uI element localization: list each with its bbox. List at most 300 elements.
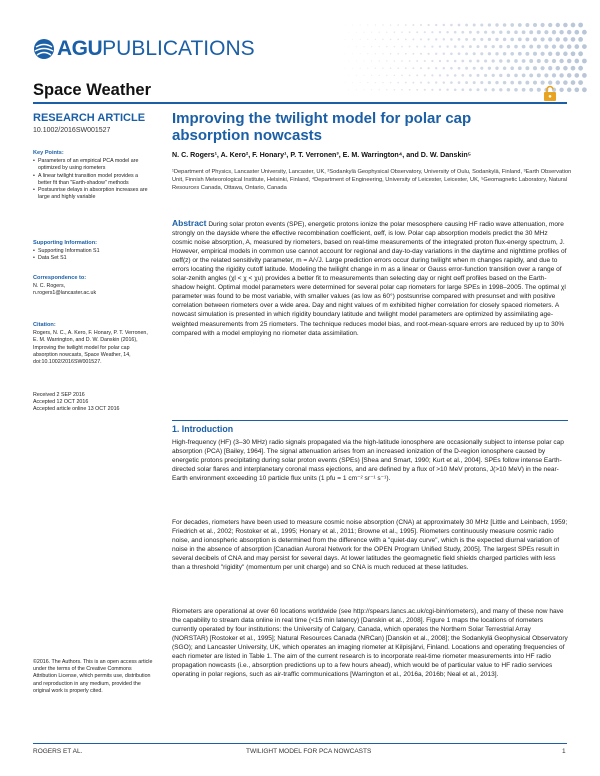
author-list: N. C. Rogers¹, A. Kero², F. Honary¹, P. T. Verronen³, E. M. Warrington⁴, and D. W. Danskin⁵ (172, 151, 472, 159)
decorative-dot (499, 31, 502, 34)
footer-rule (33, 743, 567, 744)
decorative-dot (454, 45, 457, 48)
decorative-dot (477, 88, 480, 91)
decorative-dot (412, 82, 414, 84)
decorative-dot (529, 88, 533, 92)
decorative-dot (424, 31, 426, 33)
decorative-dot (420, 24, 422, 26)
decorative-dot (382, 67, 383, 68)
decorative-dot (394, 46, 396, 48)
decorative-dot (541, 66, 545, 70)
decorative-dot (345, 53, 346, 54)
decorative-dot (360, 82, 361, 83)
decorative-dot (412, 24, 414, 26)
decorative-dot (379, 60, 380, 61)
decorative-dot (495, 67, 498, 70)
citation-heading: Citation: (33, 322, 56, 328)
decorative-dot (556, 52, 560, 56)
decorative-dot (495, 23, 498, 26)
decorative-dot (465, 38, 468, 41)
decorative-dot (439, 89, 441, 91)
decorative-dot (345, 82, 346, 83)
decorative-dot (375, 39, 376, 40)
decorative-dot (563, 80, 568, 85)
decorative-dot (533, 66, 537, 70)
decorative-dot (563, 66, 568, 71)
decorative-dot (518, 38, 522, 42)
decorative-dot (525, 52, 529, 56)
decorative-dot (503, 23, 507, 27)
correspondence (33, 275, 153, 298)
decorative-dot (537, 73, 541, 77)
decorative-dot (348, 75, 349, 76)
decorative-dot (559, 88, 563, 92)
decorative-dot (439, 31, 441, 33)
decorative-dot (443, 24, 445, 26)
decorative-dot (465, 81, 468, 84)
decorative-dot (356, 46, 357, 47)
decorative-dot (360, 39, 361, 40)
decorative-dot (492, 59, 495, 62)
decorative-dot (495, 38, 498, 41)
decorative-dot (525, 66, 529, 70)
decorative-dot (424, 46, 426, 48)
decorative-dot (563, 23, 568, 28)
decorative-dot (405, 67, 407, 69)
received-date: Received 2 SEP 2016 (33, 392, 85, 398)
decorative-dot (409, 31, 411, 33)
decorative-dot (446, 74, 448, 76)
key-points (33, 150, 153, 201)
decorative-dot (578, 80, 583, 85)
supporting-information (33, 240, 153, 263)
decorative-dot (488, 52, 491, 55)
decorative-dot (446, 31, 448, 33)
decorative-dot (548, 52, 552, 56)
decorative-dot (548, 37, 552, 41)
correspondence-heading: Correspondence to: (33, 275, 87, 281)
decorative-dot (571, 51, 576, 56)
decorative-dot (574, 73, 579, 78)
decorative-dot (356, 89, 357, 90)
decorative-dot (499, 88, 502, 91)
decorative-dot (480, 81, 483, 84)
decorative-dot (409, 74, 411, 76)
decorative-dot (412, 38, 414, 40)
decorative-dot (477, 45, 480, 48)
decorative-dot (367, 82, 368, 83)
article-title: Improving the twilight model for polar cap absorption nowcasts (172, 110, 472, 144)
decorative-dot (578, 23, 583, 28)
decorative-dot (518, 81, 522, 85)
decorative-dot (578, 37, 583, 42)
decorative-dot (465, 52, 468, 55)
decorative-dot (507, 30, 511, 34)
decorative-dot (582, 44, 587, 49)
body-paragraph: For decades, riometers have been used to measure cosmic noise absorption (CNA) at approximately 30 MHz [Little and Leinbach, 1959; Friedrich et al., 2002; Rostoker et al., 1995; Honary et al., 2011; Browne et al., 1995]. Riometers continuously measure cosmic radio noise, and ionospheric absorption is determined from the difference with a "quiet-day curve", which is the expected diurnal variation of noise in the absence of absorption [Canadian Auroral Network for the OPEN Program Unified Study, 2005]. The largest SPEs result in several decibels of CNA and may persist for several days. At lower latitudes the geomagnetic field shields charged particles with less than a threshold "rigidity" (momentum per unit charge) and so CNA is much reduced at these latitudes. (172, 519, 568, 572)
decorative-dot (435, 67, 437, 69)
supporting-heading: Supporting Information: (33, 240, 98, 246)
decorative-dot (525, 81, 529, 85)
footer-running-title: TWILIGHT MODEL FOR PCA NOWCASTS (246, 748, 372, 755)
decorative-dot (571, 80, 576, 85)
decorative-dot (480, 38, 483, 41)
decorative-dot (446, 60, 448, 62)
decorative-dot (522, 88, 526, 92)
decorative-dot (405, 24, 407, 26)
decorative-dot (394, 89, 396, 91)
decorative-dot (484, 31, 487, 34)
page-number: 1 (562, 748, 566, 755)
decorative-dot (571, 23, 576, 28)
citation-text: Rogers, N. C., A. Kero, F. Honary, P. T. Verronen, E. M. Warrington, and D. W. Danskin (2016), Improving the twilight model for polar cap absorption nowcasts, Space Weather, 14, doi:10.1002/2016SW001527. (33, 330, 148, 366)
decorative-dot (371, 89, 372, 90)
decorative-dot (578, 51, 583, 56)
decorative-dot (503, 66, 507, 70)
decorative-dot (548, 66, 552, 70)
decorative-dot (458, 24, 461, 27)
decorative-dot (394, 31, 396, 33)
decorative-dot (379, 89, 380, 90)
decorative-dot (461, 74, 464, 77)
decorative-dot (352, 25, 353, 26)
decorative-dot (375, 82, 376, 83)
decorative-dot (412, 67, 414, 69)
decorative-dot (390, 24, 392, 26)
online-date: Accepted article online 13 OCT 2016 (33, 406, 120, 413)
decorative-dot (454, 74, 457, 77)
decorative-dot (488, 23, 491, 26)
decorative-dot (469, 74, 472, 77)
decorative-dot (450, 24, 453, 27)
decorative-dot (461, 31, 464, 34)
decorative-dot (537, 88, 541, 92)
decorative-dot (367, 39, 368, 40)
decorative-dot (379, 75, 380, 76)
decorative-dot (514, 88, 518, 92)
decorative-dot (458, 52, 461, 55)
decorative-dot (552, 59, 556, 63)
open-access-lock-icon (543, 85, 557, 101)
decorative-dot (567, 30, 572, 35)
supporting-item[interactable]: • Data Set S1 (33, 255, 153, 262)
key-points-heading: Key Points: (33, 150, 64, 156)
decorative-dot (514, 30, 518, 34)
decorative-dot (507, 45, 511, 49)
decorative-dot (386, 46, 387, 47)
article-dates (33, 392, 153, 414)
decorative-dot (348, 46, 349, 47)
decorative-dot (420, 82, 422, 84)
decorative-dot (435, 81, 437, 83)
decorative-dot (499, 45, 502, 48)
decorative-dot (435, 38, 437, 40)
decorative-dot (454, 60, 457, 63)
decorative-dot (405, 53, 407, 55)
decorative-dot (397, 67, 399, 69)
decorative-dot (458, 67, 461, 70)
abstract-label: Abstract (172, 218, 207, 228)
decorative-dot (409, 60, 411, 62)
decorative-dot (571, 37, 576, 42)
key-point-item: • Parameters of an empirical PCA model are optimized by using riometers (33, 158, 153, 172)
decorative-dot (574, 44, 579, 49)
decorative-dot (352, 39, 353, 40)
agu-logo (33, 36, 255, 62)
decorative-dot (439, 74, 441, 76)
decorative-dot (533, 23, 537, 27)
decorative-dot (518, 66, 522, 70)
decorative-dot (507, 74, 511, 78)
decorative-dot (390, 67, 392, 69)
decorative-dot (541, 37, 545, 41)
decorative-dot (522, 30, 526, 34)
decorative-dot (397, 82, 399, 84)
decorative-dot (405, 38, 407, 40)
decorative-dot (367, 53, 368, 54)
body-paragraph: High-frequency (HF) (3–30 MHz) radio signals propagated via the high-latitude ionosphere are occasionally subject to intense polar cap absorption (PCA) [Bailey, 1964]. The signal attenuation arises from an increased ionization of the D-region ionosphere caused by energetic protons precipitating during solar proton events (SPEs) [Shea and Smart, 1990; Kurt et al., 2004]. SPEs follow intense Earth-directed solar flares and interplanetary coronal mass ejections, and are defined by a flux of >10 MeV protons, J(>10 MeV) in the near-Earth environment exceeding 10 particle flux units (1 pfu = 1 cm⁻² sr⁻¹ s⁻¹). (172, 439, 564, 483)
decorative-dot (469, 88, 472, 91)
decorative-dot (412, 53, 414, 55)
abstract (172, 219, 568, 338)
decorative-dot (401, 89, 403, 91)
abstract-text: During solar proton events (SPE), energetic protons ionize the polar mesosphere causing HF radio wave attenuation, more strongly on the dayside where the effective recombination coefficient, αeff, is low. Polar cap absorption models predict the 30 MHz cosmic noise absorption, A, measured by riometers, based on real-time measurements of the integrated proton flux-energy spectrum, J. However, empirical models in common use cannot account for regional and day-to-day variations in the daytime and nighttime profiles of αeff(z) or the related sensitivity parameter, m = A/√J. Large prediction errors occur during twilight when m changes rapidly, and due to errors locating the rigidity cutoff latitude. Modeling the twilight change in m as a linear or Gauss error-function transition over a range of solar-zenith angles (χl < χ < χu) provides a better fit to measurements than selecting day or night αeff profiles based on the Earth-shadow height. Optimal model parameters were determined for several polar cap riometers for large SPEs in 1998–2005. The optimal χl parameter was found to be most variable, with smaller values (as low as 60°) postsunrise compared with presunset and with positive correlation between riometers over a wide area. Day and night values of m exhibited higher correlation for closely spaced riometers. A nowcast simulation is presented in which rigidity boundary latitude and twilight model parameters are optimized by assimilating age-weighted measurements from 25 riometers. The technique reduces model bias, and root-mean-square errors are reduced by up to 30% compared with a model employing no riometer data assimilation. (172, 221, 567, 337)
decorative-dot (420, 38, 422, 40)
decorative-dot (492, 88, 495, 91)
decorative-dot (450, 38, 453, 41)
decorative-dot (556, 37, 560, 41)
decorative-dot (409, 46, 411, 48)
journal-name: Space Weather (33, 81, 151, 99)
decorative-dot (559, 73, 563, 77)
section-heading: 1. Introduction (172, 424, 234, 434)
decorative-dot (397, 24, 399, 26)
decorative-dot (469, 31, 472, 34)
decorative-dot (394, 60, 396, 62)
decorative-dot (488, 67, 491, 70)
decorative-dot (578, 66, 583, 71)
decorative-dot (427, 67, 429, 69)
decorative-dot (473, 81, 476, 84)
decorative-dot (484, 74, 487, 77)
decorative-dot (345, 68, 346, 69)
decorative-dot (559, 30, 563, 34)
decorative-dot (416, 60, 418, 62)
affiliations: ¹Department of Physics, Lancaster University, Lancaster, UK, ²Sodankylä Geophysical Observatory, University of Oulu, Sodankylä, Finland, ³Earth Observation Unit, Finnish Meteorological Institute, Helsinki, Finland, ⁴Department of Engineering, University of Leicester, Leicester, UK, ⁵Geomagnetic Laboratory, Natural Resources Canada, Ottawa, Ontario, Canada (172, 169, 572, 192)
decorative-dot (480, 67, 483, 70)
decorative-dot (439, 60, 441, 62)
footer-authors: ROGERS ET AL. (33, 748, 83, 755)
decorative-dot (567, 88, 572, 93)
decorative-dot (525, 23, 529, 27)
decorative-dot (529, 59, 533, 63)
decorative-dot (559, 59, 563, 63)
decorative-dot (356, 32, 357, 33)
decorative-dot (510, 66, 514, 70)
decorative-dot (379, 32, 380, 33)
decorative-dot (522, 45, 526, 49)
decorative-dot (499, 74, 502, 77)
decorative-dot (446, 89, 448, 91)
decorative-dot (480, 52, 483, 55)
decorative-dot (458, 38, 461, 41)
decorative-dot (356, 75, 357, 76)
doi[interactable]: 10.1002/2016SW001527 (33, 127, 111, 134)
decorative-dot (386, 60, 387, 61)
decorative-dot (431, 74, 433, 76)
decorative-dot (371, 46, 372, 47)
decorative-dot (574, 59, 579, 64)
decorative-dot (533, 81, 537, 85)
decorative-dot (458, 81, 461, 84)
decorative-dot (450, 52, 453, 55)
decorative-dot (397, 53, 399, 55)
decorative-dot (416, 46, 418, 48)
decorative-dot (571, 66, 576, 71)
decorative-dot (544, 73, 548, 77)
agu-globe-icon (33, 38, 55, 60)
decorative-dot (435, 24, 437, 26)
accepted-date: Accepted 12 OCT 2016 (33, 399, 89, 406)
decorative-dot (416, 89, 418, 91)
decorative-dot (582, 73, 587, 78)
citation (33, 322, 153, 366)
decorative-dot (416, 74, 418, 76)
decorative-dot (552, 44, 556, 48)
decorative-dot (473, 38, 476, 41)
decorative-dot (375, 24, 376, 25)
decorative-dot (477, 74, 480, 77)
decorative-dot (424, 89, 426, 91)
decorative-dot (510, 52, 514, 56)
decorative-dot (363, 32, 364, 33)
key-point-item: • Postsunrise delays in absorption increases are large and highly variable (33, 187, 153, 201)
decorative-dot (495, 81, 498, 84)
decorative-dot (563, 37, 568, 42)
decorative-dot (375, 68, 376, 69)
decorative-dot (461, 60, 464, 63)
decorative-dot (409, 89, 411, 91)
decorative-dot (367, 24, 368, 25)
header-rule (33, 102, 567, 104)
decorative-dot (363, 89, 364, 90)
decorative-dot (488, 38, 491, 41)
decorative-dot (559, 44, 563, 48)
decorative-dot (510, 81, 514, 85)
decorative-dot (401, 31, 403, 33)
decorative-dot (522, 59, 526, 63)
decorative-dot (510, 23, 514, 27)
decorative-dot (401, 46, 403, 48)
decorative-dot (394, 75, 396, 77)
decorative-dot (514, 74, 518, 78)
correspondence-name: N. C. Rogers, (33, 283, 66, 290)
decorative-dot (431, 31, 433, 33)
decorative-dot (469, 45, 472, 48)
decorative-dot (386, 31, 387, 32)
decorative-dot (443, 81, 445, 83)
decorative-dot (450, 81, 453, 84)
decorative-dot (537, 30, 541, 34)
decorative-dot (371, 75, 372, 76)
decorative-dot (360, 24, 361, 25)
decorative-dot (492, 45, 495, 48)
body-paragraph: Riometers are operational at over 60 locations worldwide (see http://spears.lancs.ac.uk/cgi-bin/riometers), and many of these now have the capability to stream data online in real time (<15 min latency) [Danskin et al., 2008]. Figure 1 maps the locations of riometers currently operated by four institutions: the University of Calgary, Canada, which operates the Northern Solar Terrestrial Array (NORSTAR) [Rostoker et al., 1995]; Natural Resources Canada (NRCan) [Danskin et al., 2008]; the Sodankylä Geophysical Observatory (SGO); and Lancaster University, UK, which operates an imaging riometer at Kilpisjärvi, Finland. Locations and operating frequencies of each riometer are listed in Table 1. The aim of the current research is to incorporate real-time riometer measurements into HF radio propagation nowcasts (i.e., absorption predictions up to a few hours ahead), which would be of particular value to HF radio services operating in polar regions, such as air-traffic communications [Warrington et al., 2016a, 2016b; Neal et al., 2013]. (172, 608, 568, 679)
decorative-dot (446, 45, 448, 47)
decorative-dot (522, 74, 526, 78)
decorative-dot (439, 45, 441, 47)
decorative-dot (420, 67, 422, 69)
decorative-dot (529, 45, 533, 49)
decorative-dot (507, 88, 511, 92)
decorative-dot (382, 53, 383, 54)
decorative-dot (443, 38, 445, 40)
correspondence-email[interactable]: n.rogers1@lancaster.ac.uk (33, 290, 97, 297)
decorative-dot (363, 75, 364, 76)
decorative-dot (541, 23, 545, 27)
decorative-dot (525, 37, 529, 41)
decorative-dot (514, 45, 518, 49)
decorative-dot (574, 30, 579, 35)
decorative-dot (382, 39, 383, 40)
decorative-dot (435, 53, 437, 55)
decorative-dot (382, 24, 383, 25)
decorative-dot (427, 24, 429, 26)
decorative-dot (367, 68, 368, 69)
decorative-dot (537, 45, 541, 49)
brand-publications: PUBLICATIONS (102, 37, 255, 60)
brand-agu: AGU (57, 37, 103, 60)
decorative-dot (397, 39, 399, 41)
decorative-dot (533, 37, 537, 41)
decorative-dot (427, 53, 429, 55)
decorative-dot (529, 30, 533, 34)
decorative-dot (510, 38, 514, 42)
decorative-dot (488, 81, 491, 84)
decorative-dot (503, 38, 507, 42)
decorative-dot (465, 67, 468, 70)
decorative-dot (473, 67, 476, 70)
decorative-dot (477, 31, 480, 34)
decorative-dot (461, 45, 464, 48)
decorative-dot (461, 88, 464, 91)
decorative-dot (424, 74, 426, 76)
decorative-dot (544, 59, 548, 63)
decorative-dot (492, 31, 495, 34)
section-rule (172, 420, 568, 421)
decorative-dot (401, 60, 403, 62)
decorative-dot (450, 67, 453, 70)
supporting-item[interactable]: • Supporting Information S1 (33, 248, 153, 255)
decorative-dot (556, 23, 560, 27)
decorative-dot (431, 60, 433, 62)
decorative-dot (552, 30, 556, 34)
decorative-dot (352, 53, 353, 54)
decorative-dot (480, 23, 483, 26)
decorative-dot (363, 46, 364, 47)
decorative-dot (386, 89, 387, 90)
decorative-dot (529, 73, 533, 77)
decorative-dot-pattern (340, 20, 590, 95)
decorative-dot (454, 31, 457, 34)
decorative-dot (544, 45, 548, 49)
decorative-dot (360, 68, 361, 69)
article-type: RESEARCH ARTICLE (33, 112, 146, 124)
decorative-dot (431, 89, 433, 91)
decorative-dot (567, 73, 572, 78)
decorative-dot (499, 59, 502, 62)
decorative-dot (348, 89, 349, 90)
